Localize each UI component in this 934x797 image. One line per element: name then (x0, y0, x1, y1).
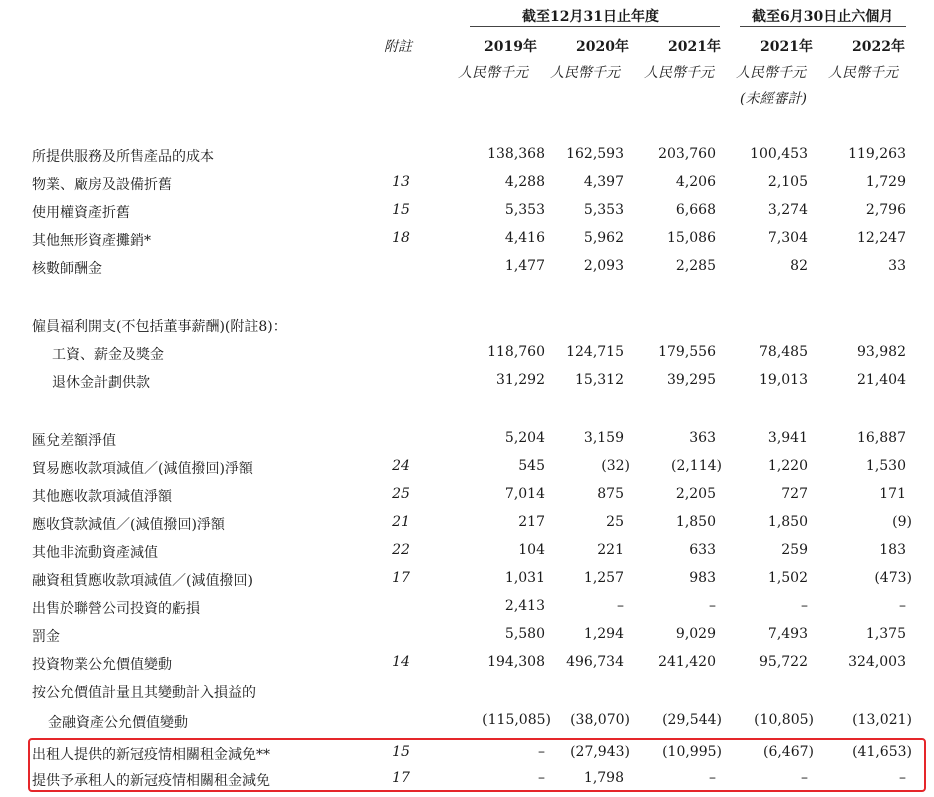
row-note: 21 (392, 514, 410, 530)
row-value: 1,850 (767, 514, 808, 530)
row-label: 其他應收款項減值淨額 (32, 489, 172, 505)
row-value: 93,982 (857, 344, 906, 360)
row-value: – (709, 770, 716, 786)
row-value: – (899, 770, 906, 786)
header-year-2021: 2021年 (668, 39, 721, 55)
row-value: – (801, 770, 808, 786)
row-value: 4,416 (504, 230, 545, 246)
row-value: (27,943) (570, 744, 630, 760)
row-value: 5,962 (583, 230, 624, 246)
row-value: 104 (518, 542, 545, 558)
row-label: 金融資產公允價值變動 (48, 715, 188, 731)
header-unit-2020: 人民幣千元 (550, 65, 620, 81)
row-value: 2,285 (675, 258, 716, 274)
row-label: 使用權資產折舊 (32, 205, 130, 221)
row-value: (38,070) (570, 712, 630, 728)
row-value: 39,295 (667, 372, 716, 388)
row-value: 324,003 (848, 654, 906, 670)
row-label: 提供予承租人的新冠疫情相關租金減免 (32, 773, 270, 789)
row-value: 1,031 (504, 570, 545, 586)
row-value: 119,263 (848, 146, 906, 162)
row-value: 100,453 (750, 146, 808, 162)
row-label: 出租人提供的新冠疫情相關租金減免** (32, 747, 270, 763)
row-value: 171 (879, 486, 906, 502)
row-value: 25 (606, 514, 624, 530)
row-value: 1,502 (767, 570, 808, 586)
row-label: 退休金計劃供款 (52, 375, 150, 391)
row-note: 13 (392, 174, 410, 190)
row-label: 應收貸款減值／(減值撥回)淨額 (32, 517, 225, 533)
row-value: 221 (597, 542, 624, 558)
row-note: 17 (392, 570, 410, 586)
row-value: 1,729 (865, 174, 906, 190)
row-value: 179,556 (658, 344, 716, 360)
row-value: 138,368 (487, 146, 545, 162)
row-value: 1,850 (675, 514, 716, 530)
row-value: 31,292 (496, 372, 545, 388)
row-value: 194,308 (487, 654, 545, 670)
row-value: 33 (888, 258, 906, 274)
row-value: (13,021) (852, 712, 912, 728)
row-value: 4,397 (583, 174, 624, 190)
row-value: 15,086 (667, 230, 716, 246)
row-label: 出售於聯營公司投資的虧損 (32, 601, 200, 617)
header-unit-2021-half: 人民幣千元 (736, 65, 806, 81)
row-value: 545 (518, 458, 545, 474)
row-value: 983 (689, 570, 716, 586)
header-year-2019: 2019年 (484, 39, 537, 55)
header-group-annual: 截至12月31日止年度 (522, 9, 659, 25)
row-value: (2,114) (670, 458, 722, 474)
header-group-annual-underline (470, 26, 720, 27)
row-label: 其他非流動資產減值 (32, 545, 158, 561)
row-value: 162,593 (566, 146, 624, 162)
row-value: 2,796 (865, 202, 906, 218)
row-label: 融資租賃應收款項減值／(減值撥回) (32, 573, 253, 589)
row-value: (9) (892, 514, 912, 530)
row-value: 82 (790, 258, 808, 274)
row-value: – (899, 598, 906, 614)
row-value: 183 (879, 542, 906, 558)
header-group-half-year: 截至6月30日止六個月 (752, 9, 894, 25)
row-value: 3,274 (767, 202, 808, 218)
header-unit-2021: 人民幣千元 (644, 65, 714, 81)
row-label: 罰金 (32, 629, 60, 645)
row-note: 18 (392, 230, 410, 246)
row-value: 6,668 (675, 202, 716, 218)
row-value: 1,220 (767, 458, 808, 474)
row-value: 3,941 (767, 430, 808, 446)
row-value: 363 (689, 430, 716, 446)
header-group-half-year-underline (740, 26, 906, 27)
row-note: 17 (392, 770, 410, 786)
row-value: 21,404 (857, 372, 906, 388)
row-value: 633 (689, 542, 716, 558)
row-value: (10,805) (754, 712, 814, 728)
row-value: 3,159 (583, 430, 624, 446)
row-value: 16,887 (857, 430, 906, 446)
row-note: 25 (392, 486, 410, 502)
header-year-2022-half: 2022年 (852, 39, 905, 55)
header-unaudited: (未經審計) (740, 91, 807, 107)
row-value: 7,493 (767, 626, 808, 642)
row-value: 1,375 (865, 626, 906, 642)
row-value: – (617, 598, 624, 614)
row-value: 496,734 (566, 654, 624, 670)
row-value: 4,288 (504, 174, 545, 190)
row-value: 78,485 (759, 344, 808, 360)
row-value: 727 (781, 486, 808, 502)
row-value: 5,353 (504, 202, 545, 218)
row-value: (473) (874, 570, 912, 586)
row-value: 1,257 (583, 570, 624, 586)
row-value: 1,530 (865, 458, 906, 474)
row-label: 僱員福利開支(不包括董事薪酬)(附註8)： (32, 319, 287, 335)
row-note: 24 (392, 458, 410, 474)
row-value: (29,544) (662, 712, 722, 728)
row-value: 5,580 (504, 626, 545, 642)
row-label: 貿易應收款項減值／(減值撥回)淨額 (32, 461, 253, 477)
header-year-2020: 2020年 (576, 39, 629, 55)
row-value: (32) (601, 458, 630, 474)
header-unit-2022-half: 人民幣千元 (828, 65, 898, 81)
row-value: 9,029 (675, 626, 716, 642)
row-value: – (709, 598, 716, 614)
row-label: 所提供服務及所售產品的成本 (32, 149, 214, 165)
row-value: 259 (781, 542, 808, 558)
header-note-column: 附註 (384, 39, 412, 55)
row-value: 2,413 (504, 598, 545, 614)
row-value: (115,085) (482, 712, 551, 728)
row-value: 5,353 (583, 202, 624, 218)
header-unit-2019: 人民幣千元 (458, 65, 528, 81)
row-value: 7,014 (504, 486, 545, 502)
row-value: 875 (597, 486, 624, 502)
row-value: (10,995) (662, 744, 722, 760)
row-label: 核數師酬金 (32, 261, 102, 277)
row-label: 物業、廠房及設備折舊 (32, 177, 172, 193)
row-value: 2,093 (583, 258, 624, 274)
row-value: 12,247 (857, 230, 906, 246)
row-value: 1,294 (583, 626, 624, 642)
row-value: 203,760 (658, 146, 716, 162)
row-value: 15,312 (575, 372, 624, 388)
row-value: 217 (518, 514, 545, 530)
row-value: 118,760 (487, 344, 545, 360)
row-value: 1,477 (504, 258, 545, 274)
row-value: – (538, 744, 545, 760)
row-label: 匯兌差額淨值 (32, 433, 116, 449)
row-value: 95,722 (759, 654, 808, 670)
row-value: 124,715 (566, 344, 624, 360)
row-value: 5,204 (504, 430, 545, 446)
highlight-box (28, 738, 926, 792)
row-label: 投資物業公允價值變動 (32, 657, 172, 673)
row-value: 4,206 (675, 174, 716, 190)
row-value: 19,013 (759, 372, 808, 388)
header-year-2021-half: 2021年 (760, 39, 813, 55)
row-value: 2,205 (675, 486, 716, 502)
row-value: – (801, 598, 808, 614)
row-value: (41,653) (852, 744, 912, 760)
row-label: 按公允價值計量且其變動計入損益的 (32, 685, 256, 701)
row-value: 7,304 (767, 230, 808, 246)
row-value: 1,798 (583, 770, 624, 786)
row-note: 15 (392, 202, 410, 218)
row-value: 241,420 (658, 654, 716, 670)
row-value: (6,467) (762, 744, 814, 760)
row-value: – (538, 770, 545, 786)
row-note: 14 (392, 654, 410, 670)
row-note: 22 (392, 542, 410, 558)
row-value: 2,105 (767, 174, 808, 190)
row-label: 工資、薪金及獎金 (52, 347, 164, 363)
row-note: 15 (392, 744, 410, 760)
row-label: 其他無形資產攤銷* (32, 233, 151, 249)
